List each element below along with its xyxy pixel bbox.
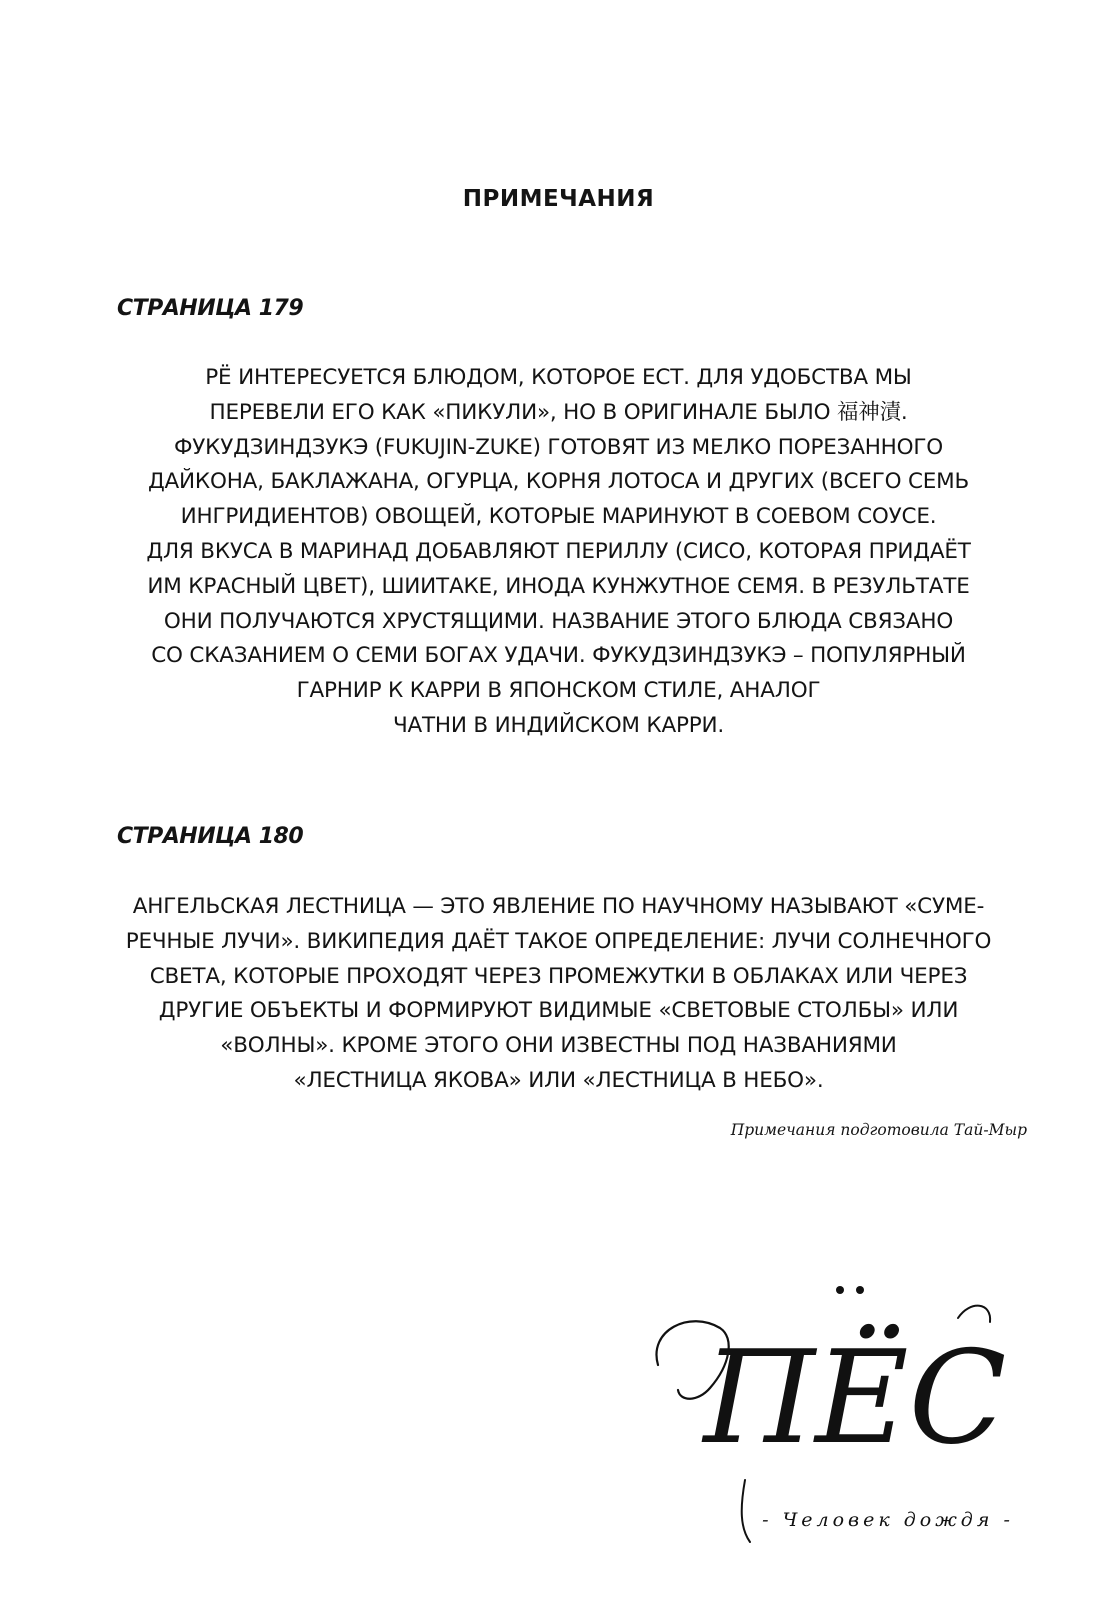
logo-title: ПЁС	[703, 1324, 1007, 1473]
note-line: ДРУГИЕ ОБЪЕКТЫ И ФОРМИРУЮТ ВИДИМЫЕ «СВЕТОВЫЕ СТОЛБЫ» ИЛИ	[158, 998, 959, 1024]
logo-subtitle: - Человек дождя -	[762, 1509, 1014, 1531]
note-line: СО СКАЗАНИЕМ О СЕМИ БОГАХ УДАЧИ. ФУКУДЗИНДЗУКЭ – ПОПУЛЯРНЫЙ	[151, 643, 966, 669]
note-line: СВЕТА, КОТОРЫЕ ПРОХОДЯТ ЧЕРЕЗ ПРОМЕЖУТКИ В ОБЛАКАХ ИЛИ ЧЕРЕЗ	[149, 963, 968, 989]
note-line: ИНГРИДИЕНТОВ) ОВОЩЕЙ, КОТОРЫЕ МАРИНУЮТ В СОЕВОМ СОУСЕ.	[180, 504, 937, 530]
note-line: АНГЕЛЬСКАЯ ЛЕСТНИЦА — ЭТО ЯВЛЕНИЕ ПО НАУЧНОМУ НАЗЫВАЮТ «СУМЕ-	[132, 894, 985, 919]
note-line: ОНИ ПОЛУЧАЮТСЯ ХРУСТЯЩИМИ. НАЗВАНИЕ ЭТОГО БЛЮДА СВЯЗАНО	[163, 608, 954, 634]
note-line: ПЕРЕВЕЛИ ЕГО КАК «ПИКУЛИ», НО В ОРИГИНАЛЕ БЫЛО 福神漬.	[209, 399, 908, 425]
translator-credit: Примечания подготовила Тай-Мыр	[730, 1121, 1027, 1139]
section-heading-page-179: СТРАНИЦА 179	[117, 296, 304, 321]
note-line: «ВОЛНЫ». КРОМЕ ЭТОГО ОНИ ИЗВЕСТНЫ ПОД НАЗВАНИЯМИ	[220, 1033, 897, 1059]
note-line: «ЛЕСТНИЦА ЯКОВА» ИЛИ «ЛЕСТНИЦА В НЕБО».	[293, 1067, 824, 1093]
note-line: РЕЧНЫЕ ЛУЧИ». ВИКИПЕДИЯ ДАЁТ ТАКОЕ ОПРЕДЕЛЕНИЕ: ЛУЧИ СОЛНЕЧНОГО	[125, 928, 992, 954]
note-body-page-180	[80, 890, 1037, 1099]
note-body-page-179	[80, 361, 1037, 744]
note-line: ГАРНИР К КАРРИ В ЯПОНСКОМ СТИЛЕ, АНАЛОГ	[296, 678, 821, 704]
note-line: ЧАТНИ В ИНДИЙСКОМ КАРРИ.	[392, 712, 725, 738]
note-line: ДАЙКОНА, БАКЛАЖАНА, ОГУРЦА, КОРНЯ ЛОТОСА И ДРУГИХ (ВСЕГО СЕМЬ	[147, 469, 970, 495]
note-line: ДЛЯ ВКУСА В МАРИНАД ДОБАВЛЯЮТ ПЕРИЛЛУ (СИСО, КОТОРАЯ ПРИДАЁТ	[146, 538, 971, 564]
note-line: ФУКУДЗИНДЗУКЭ (FUKUJIN-ZUKE) ГОТОВЯТ ИЗ МЕЛКО ПОРЕЗАННОГО	[173, 434, 944, 460]
page-title: ПРИМЕЧАНИЯ	[462, 186, 655, 212]
logo-graphic	[640, 1270, 1040, 1570]
note-line: ИМ КРАСНЫЙ ЦВЕТ), ШИИТАКЕ, ИНОДА КУНЖУТНОЕ СЕМЯ. В РЕЗУЛЬТАТЕ	[147, 573, 970, 599]
note-line: РЁ ИНТЕРЕСУЕТСЯ БЛЮДОМ, КОТОРОЕ ЕСТ. ДЛЯ УДОБСТВА МЫ	[205, 365, 912, 390]
section-heading-page-180: СТРАНИЦА 180	[117, 824, 304, 849]
logo	[640, 1270, 1040, 1570]
